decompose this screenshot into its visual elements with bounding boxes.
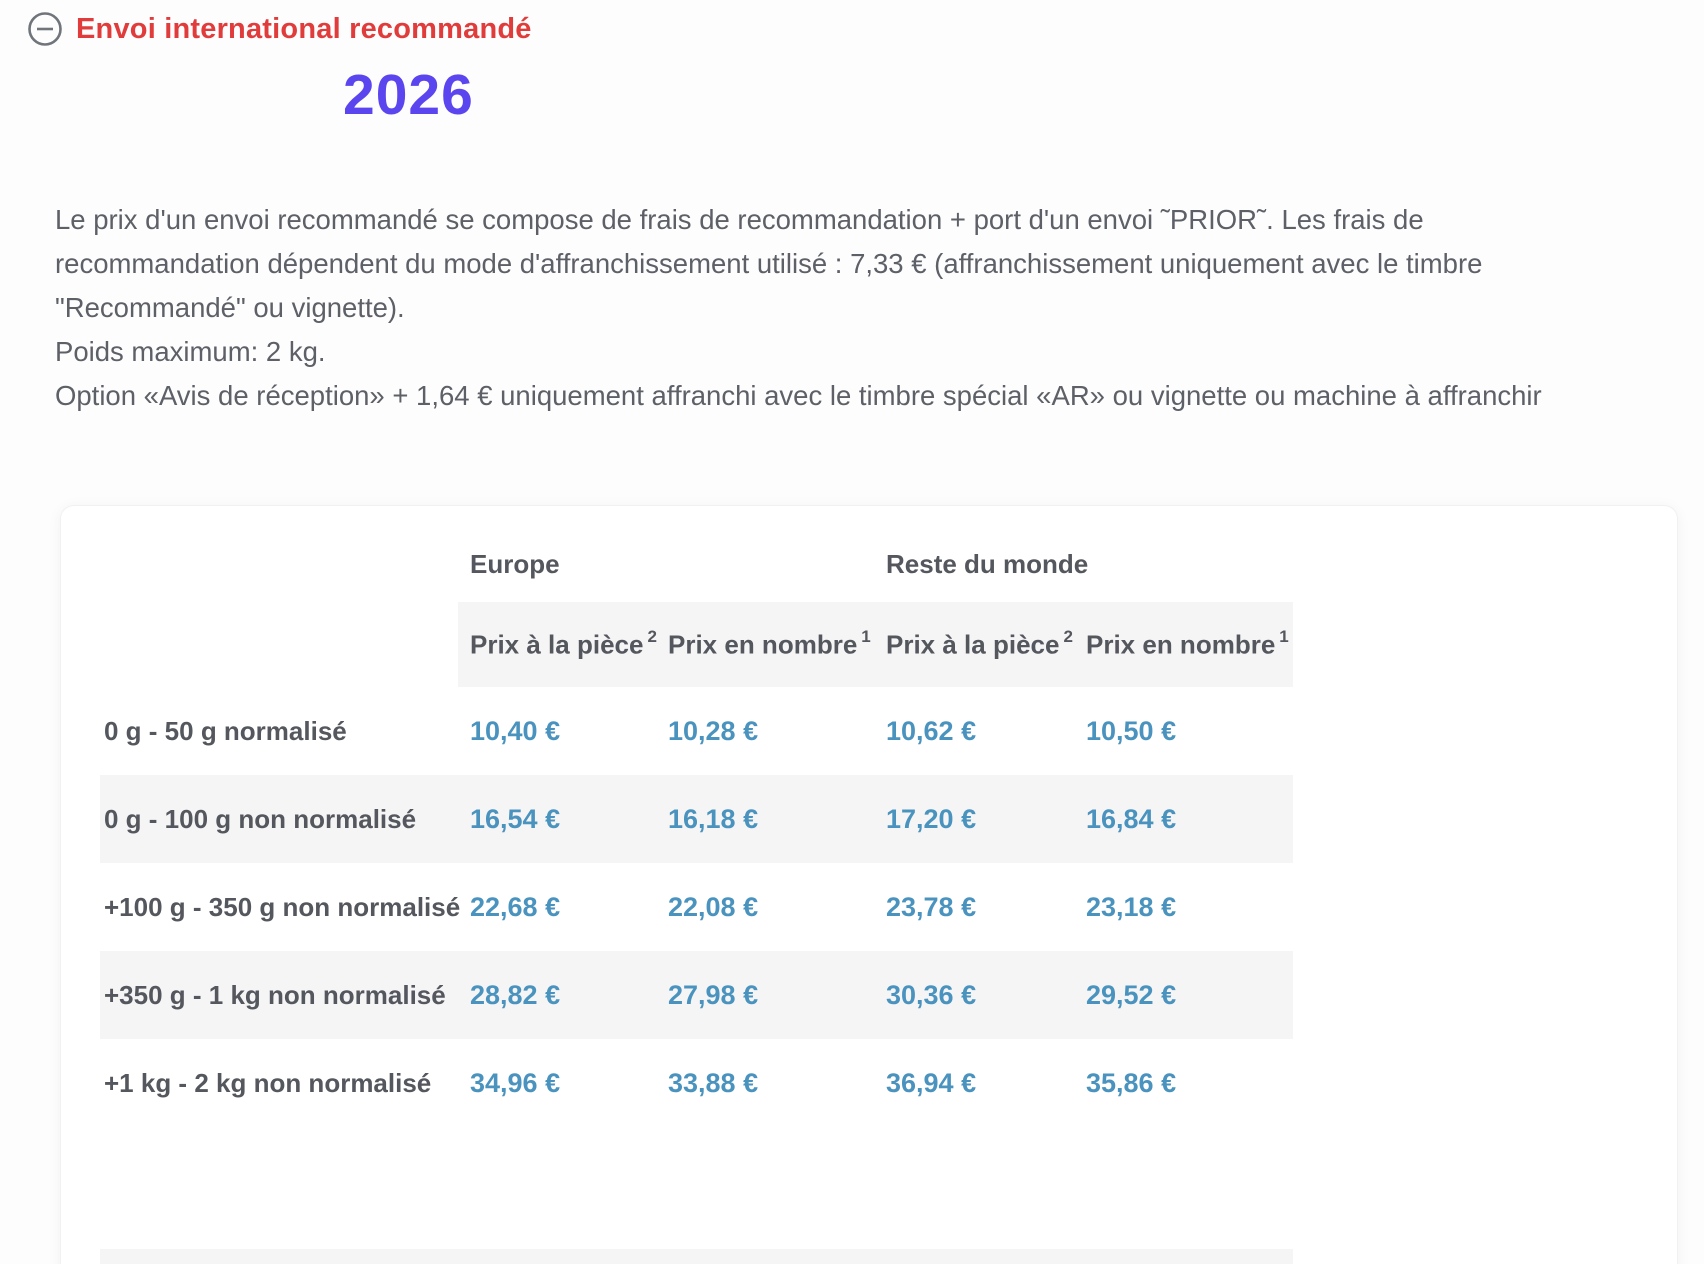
row-label: +1 kg - 2 kg non normalisé — [104, 1067, 432, 1098]
column-header-world-nombre: Prix en nombre $^1$ — [1086, 626, 1289, 660]
row-label: +100 g - 350 g non normalisé — [104, 891, 461, 922]
pricing-table — [100, 526, 1293, 1127]
price-value: 16,54 € — [470, 803, 561, 834]
intro-paragraph-option: Option «Avis de réception» + 1,64 € uniquement affranchi avec le timbre spécial «AR» ou vignette ou machine à affranchir — [55, 380, 1542, 411]
intro-paragraph-weight: Poids maximum: 2 kg. — [55, 336, 326, 367]
price-value: 10,28 € — [668, 715, 759, 746]
price-value: 28,82 € — [470, 979, 561, 1010]
price-value: 29,52 € — [1086, 979, 1177, 1010]
year-title: 2026 — [343, 63, 474, 127]
column-header-europe-piece: Prix à la pièce $^2$ — [470, 626, 657, 660]
price-value: 10,40 € — [470, 715, 561, 746]
minus-circle-icon[interactable] — [26, 10, 64, 48]
price-value: 27,98 € — [668, 979, 759, 1010]
section-title[interactable]: Envoi international recommandé — [76, 12, 532, 45]
row-label: 0 g - 100 g non normalisé — [104, 803, 417, 834]
price-value: 33,88 € — [668, 1067, 759, 1098]
price-value: 10,62 € — [886, 715, 977, 746]
price-value: 10,50 € — [1086, 715, 1177, 746]
row-label: +350 g - 1 kg non normalisé — [104, 979, 446, 1010]
next-row-peek — [100, 1249, 1293, 1264]
intro-text — [55, 198, 1543, 418]
price-value: 16,84 € — [1086, 803, 1177, 834]
price-value: 36,94 € — [886, 1067, 977, 1098]
accordion-header-envoi-international[interactable] — [26, 10, 532, 48]
price-value: 17,20 € — [886, 803, 977, 834]
price-value: 23,18 € — [1086, 891, 1177, 922]
price-value: 22,68 € — [470, 891, 561, 922]
pricing-card — [60, 505, 1678, 1264]
price-value: 35,86 € — [1086, 1067, 1177, 1098]
column-header-europe-nombre: Prix en nombre $^1$ — [668, 626, 871, 660]
price-value: 23,78 € — [886, 891, 977, 922]
column-header-world-piece: Prix à la pièce $^2$ — [886, 626, 1073, 660]
price-value: 34,96 € — [470, 1067, 561, 1098]
price-value: 30,36 € — [886, 979, 977, 1010]
price-value: 16,18 € — [668, 803, 759, 834]
intro-paragraph-price: Le prix d'un envoi recommandé se compose de frais de recommandation + port d'un envoi ˜PRIOR˜. Les frais de recommandation dépendent du mode d'affranchissement utilisé : 7,33 € (affranchissement uniquement avec le timbre "Recommandé" ou vignette). — [55, 204, 1483, 323]
row-label: 0 g - 50 g normalisé — [104, 715, 347, 746]
region-header-rest-of-world: Reste du monde — [886, 548, 1089, 579]
region-header-europe: Europe — [470, 548, 560, 579]
price-value: 22,08 € — [668, 891, 759, 922]
